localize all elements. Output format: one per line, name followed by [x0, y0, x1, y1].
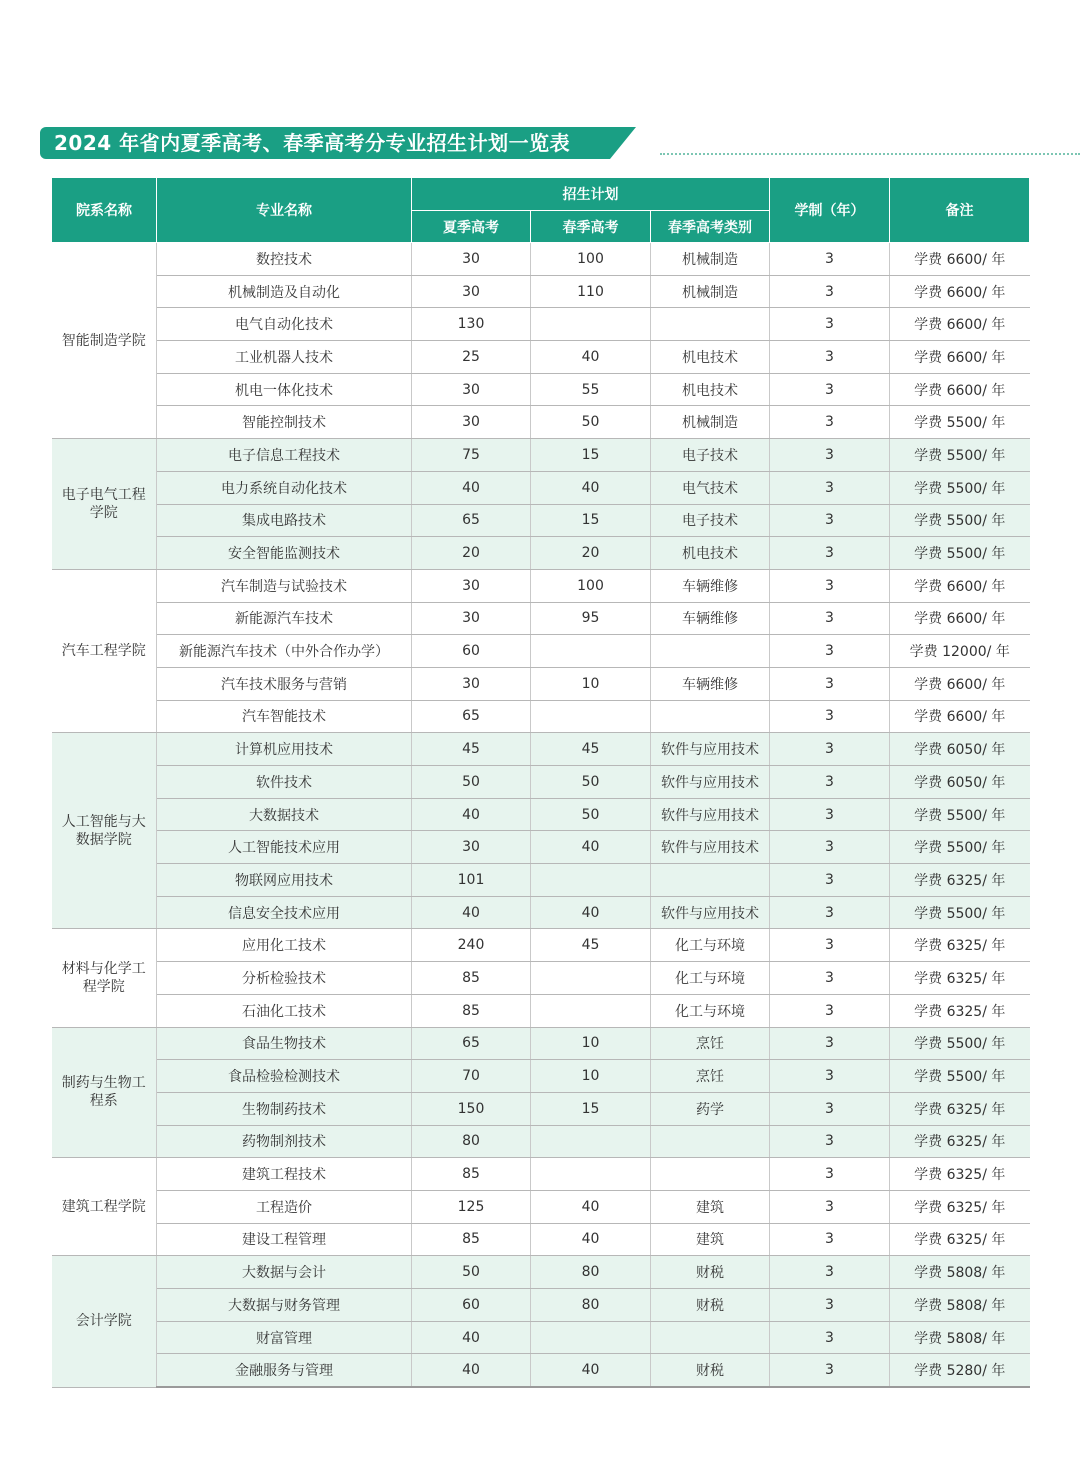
major-cell: 新能源汽车技术 [157, 602, 412, 635]
summer-quota-cell: 125 [412, 1190, 531, 1223]
years-cell: 3 [770, 1289, 890, 1322]
summer-quota-cell: 150 [412, 1092, 531, 1125]
spring-quota-cell: 10 [531, 1027, 651, 1060]
header-summer: 夏季高考 [412, 211, 531, 243]
years-cell: 3 [770, 864, 890, 897]
note-cell: 学费 6600/ 年 [890, 569, 1030, 602]
spring-quota-cell: 55 [531, 373, 651, 406]
summer-quota-cell: 101 [412, 864, 531, 897]
note-cell: 学费 5500/ 年 [890, 439, 1030, 472]
major-cell: 安全智能监测技术 [157, 537, 412, 570]
note-cell: 学费 12000/ 年 [890, 635, 1030, 668]
note-cell: 学费 5500/ 年 [890, 1060, 1030, 1093]
table-row [52, 341, 1030, 374]
header-years: 学制（年） [770, 178, 890, 243]
spring-category-cell: 机电技术 [651, 537, 770, 570]
major-cell: 工业机器人技术 [157, 341, 412, 374]
years-cell: 3 [770, 1354, 890, 1387]
summer-quota-cell: 85 [412, 962, 531, 995]
major-cell: 汽车制造与试验技术 [157, 569, 412, 602]
summer-quota-cell: 40 [412, 798, 531, 831]
major-cell: 汽车智能技术 [157, 700, 412, 733]
years-cell: 3 [770, 667, 890, 700]
table-row [52, 929, 1030, 962]
years-cell: 3 [770, 406, 890, 439]
summer-quota-cell: 65 [412, 700, 531, 733]
major-cell: 食品检验检测技术 [157, 1060, 412, 1093]
table-row [52, 667, 1030, 700]
major-cell: 人工智能技术应用 [157, 831, 412, 864]
summer-quota-cell: 85 [412, 994, 531, 1027]
table-row [52, 994, 1030, 1027]
table-row [52, 275, 1030, 308]
years-cell: 3 [770, 275, 890, 308]
spring-category-cell: 化工与环境 [651, 929, 770, 962]
table-row [52, 308, 1030, 341]
table-row [52, 733, 1030, 766]
summer-quota-cell: 60 [412, 635, 531, 668]
page-title: 2024 年省内夏季高考、春季高考分专业招生计划一览表 [54, 131, 571, 155]
note-cell: 学费 5500/ 年 [890, 831, 1030, 864]
spring-category-cell [651, 635, 770, 668]
spring-category-cell: 电子技术 [651, 439, 770, 472]
note-cell: 学费 5500/ 年 [890, 471, 1030, 504]
spring-quota-cell: 100 [531, 243, 651, 276]
spring-category-cell: 财税 [651, 1289, 770, 1322]
major-cell: 工程造价 [157, 1190, 412, 1223]
note-cell: 学费 6600/ 年 [890, 373, 1030, 406]
major-cell: 金融服务与管理 [157, 1354, 412, 1387]
summer-quota-cell: 85 [412, 1223, 531, 1256]
note-cell: 学费 6325/ 年 [890, 1092, 1030, 1125]
title-dotted-rule [660, 153, 1080, 155]
years-cell: 3 [770, 962, 890, 995]
major-cell: 电子信息工程技术 [157, 439, 412, 472]
years-cell: 3 [770, 1158, 890, 1191]
spring-category-cell: 电气技术 [651, 471, 770, 504]
spring-category-cell: 电子技术 [651, 504, 770, 537]
spring-quota-cell: 10 [531, 1060, 651, 1093]
table-row [52, 700, 1030, 733]
note-cell: 学费 6325/ 年 [890, 1223, 1030, 1256]
major-cell: 食品生物技术 [157, 1027, 412, 1060]
spring-quota-cell [531, 308, 651, 341]
table-row [52, 243, 1030, 276]
major-cell: 数控技术 [157, 243, 412, 276]
years-cell: 3 [770, 602, 890, 635]
major-cell: 电力系统自动化技术 [157, 471, 412, 504]
years-cell: 3 [770, 733, 890, 766]
major-cell: 物联网应用技术 [157, 864, 412, 897]
summer-quota-cell: 45 [412, 733, 531, 766]
enrollment-plan-table [51, 177, 1030, 1388]
major-cell: 大数据与财务管理 [157, 1289, 412, 1322]
table-row [52, 1027, 1030, 1060]
years-cell: 3 [770, 1321, 890, 1354]
note-cell: 学费 5500/ 年 [890, 504, 1030, 537]
table-row [52, 1354, 1030, 1387]
header-major: 专业名称 [157, 178, 412, 243]
summer-quota-cell: 30 [412, 569, 531, 602]
spring-quota-cell: 40 [531, 1223, 651, 1256]
major-cell: 机械制造及自动化 [157, 275, 412, 308]
years-cell: 3 [770, 341, 890, 374]
note-cell: 学费 6325/ 年 [890, 929, 1030, 962]
summer-quota-cell: 30 [412, 602, 531, 635]
major-cell: 软件技术 [157, 766, 412, 799]
summer-quota-cell: 30 [412, 831, 531, 864]
table-row [52, 406, 1030, 439]
years-cell: 3 [770, 798, 890, 831]
major-cell: 大数据与会计 [157, 1256, 412, 1289]
note-cell: 学费 6325/ 年 [890, 962, 1030, 995]
table-row [52, 1125, 1030, 1158]
spring-quota-cell [531, 994, 651, 1027]
major-cell: 建筑工程技术 [157, 1158, 412, 1191]
table-row [52, 864, 1030, 897]
spring-category-cell: 建筑 [651, 1223, 770, 1256]
major-cell: 智能控制技术 [157, 406, 412, 439]
summer-quota-cell: 40 [412, 1354, 531, 1387]
spring-category-cell [651, 1125, 770, 1158]
spring-quota-cell: 50 [531, 406, 651, 439]
table-body [52, 243, 1030, 1388]
years-cell: 3 [770, 929, 890, 962]
summer-quota-cell: 40 [412, 471, 531, 504]
spring-quota-cell: 95 [531, 602, 651, 635]
summer-quota-cell: 30 [412, 667, 531, 700]
spring-category-cell: 烹饪 [651, 1060, 770, 1093]
spring-category-cell: 车辆维修 [651, 569, 770, 602]
major-cell: 信息安全技术应用 [157, 896, 412, 929]
note-cell: 学费 6600/ 年 [890, 700, 1030, 733]
note-cell: 学费 6600/ 年 [890, 243, 1030, 276]
years-cell: 3 [770, 766, 890, 799]
table-row [52, 1256, 1030, 1289]
note-cell: 学费 6600/ 年 [890, 667, 1030, 700]
summer-quota-cell: 30 [412, 243, 531, 276]
summer-quota-cell: 30 [412, 373, 531, 406]
spring-category-cell: 软件与应用技术 [651, 896, 770, 929]
spring-quota-cell [531, 962, 651, 995]
years-cell: 3 [770, 471, 890, 504]
spring-quota-cell: 40 [531, 831, 651, 864]
note-cell: 学费 6325/ 年 [890, 1190, 1030, 1223]
dept-cell: 会计学院 [52, 1256, 157, 1387]
years-cell: 3 [770, 537, 890, 570]
title-banner [40, 127, 1080, 161]
dept-cell: 制药与生物工程系 [52, 1027, 157, 1158]
note-cell: 学费 5808/ 年 [890, 1256, 1030, 1289]
spring-category-cell: 机电技术 [651, 373, 770, 406]
table-row [52, 798, 1030, 831]
note-cell: 学费 5808/ 年 [890, 1321, 1030, 1354]
summer-quota-cell: 60 [412, 1289, 531, 1322]
spring-category-cell: 烹饪 [651, 1027, 770, 1060]
summer-quota-cell: 50 [412, 766, 531, 799]
dept-cell: 人工智能与大数据学院 [52, 733, 157, 929]
table-row [52, 439, 1030, 472]
major-cell: 汽车技术服务与营销 [157, 667, 412, 700]
note-cell: 学费 5808/ 年 [890, 1289, 1030, 1322]
summer-quota-cell: 80 [412, 1125, 531, 1158]
table-row [52, 766, 1030, 799]
major-cell: 生物制药技术 [157, 1092, 412, 1125]
table-row [52, 373, 1030, 406]
header-plan: 招生计划 [412, 178, 770, 211]
years-cell: 3 [770, 439, 890, 472]
note-cell: 学费 6600/ 年 [890, 308, 1030, 341]
spring-quota-cell [531, 700, 651, 733]
table-row [52, 1289, 1030, 1322]
spring-category-cell: 药学 [651, 1092, 770, 1125]
spring-category-cell: 机电技术 [651, 341, 770, 374]
spring-quota-cell: 80 [531, 1256, 651, 1289]
table-row [52, 1321, 1030, 1354]
table-row [52, 537, 1030, 570]
summer-quota-cell: 25 [412, 341, 531, 374]
note-cell: 学费 6325/ 年 [890, 1125, 1030, 1158]
summer-quota-cell: 30 [412, 275, 531, 308]
note-cell: 学费 6600/ 年 [890, 602, 1030, 635]
major-cell: 应用化工技术 [157, 929, 412, 962]
dept-cell: 汽车工程学院 [52, 569, 157, 732]
major-cell: 财富管理 [157, 1321, 412, 1354]
major-cell: 新能源汽车技术（中外合作办学） [157, 635, 412, 668]
spring-quota-cell: 45 [531, 929, 651, 962]
years-cell: 3 [770, 373, 890, 406]
table-row [52, 569, 1030, 602]
years-cell: 3 [770, 1060, 890, 1093]
dept-cell: 建筑工程学院 [52, 1158, 157, 1256]
note-cell: 学费 6325/ 年 [890, 994, 1030, 1027]
spring-quota-cell: 20 [531, 537, 651, 570]
table-row [52, 1158, 1030, 1191]
major-cell: 建设工程管理 [157, 1223, 412, 1256]
spring-category-cell: 机械制造 [651, 406, 770, 439]
note-cell: 学费 5500/ 年 [890, 1027, 1030, 1060]
major-cell: 计算机应用技术 [157, 733, 412, 766]
spring-quota-cell [531, 1125, 651, 1158]
spring-quota-cell [531, 864, 651, 897]
spring-category-cell: 车辆维修 [651, 667, 770, 700]
years-cell: 3 [770, 504, 890, 537]
summer-quota-cell: 75 [412, 439, 531, 472]
spring-quota-cell [531, 635, 651, 668]
table-row [52, 1060, 1030, 1093]
note-cell: 学费 6325/ 年 [890, 1158, 1030, 1191]
years-cell: 3 [770, 308, 890, 341]
spring-quota-cell [531, 1321, 651, 1354]
summer-quota-cell: 70 [412, 1060, 531, 1093]
dept-cell: 智能制造学院 [52, 243, 157, 439]
table-row [52, 896, 1030, 929]
spring-quota-cell: 40 [531, 1354, 651, 1387]
spring-quota-cell [531, 1158, 651, 1191]
summer-quota-cell: 130 [412, 308, 531, 341]
spring-quota-cell: 40 [531, 896, 651, 929]
note-cell: 学费 6325/ 年 [890, 864, 1030, 897]
spring-category-cell: 建筑 [651, 1190, 770, 1223]
spring-category-cell [651, 308, 770, 341]
table-row [52, 504, 1030, 537]
years-cell: 3 [770, 896, 890, 929]
years-cell: 3 [770, 700, 890, 733]
major-cell: 大数据技术 [157, 798, 412, 831]
spring-quota-cell: 10 [531, 667, 651, 700]
spring-quota-cell: 80 [531, 1289, 651, 1322]
note-cell: 学费 6600/ 年 [890, 275, 1030, 308]
years-cell: 3 [770, 569, 890, 602]
header-note: 备注 [890, 178, 1030, 243]
years-cell: 3 [770, 1256, 890, 1289]
spring-quota-cell: 100 [531, 569, 651, 602]
spring-category-cell: 软件与应用技术 [651, 831, 770, 864]
spring-category-cell [651, 1321, 770, 1354]
summer-quota-cell: 65 [412, 504, 531, 537]
spring-quota-cell: 45 [531, 733, 651, 766]
major-cell: 分析检验技术 [157, 962, 412, 995]
summer-quota-cell: 240 [412, 929, 531, 962]
spring-category-cell: 软件与应用技术 [651, 733, 770, 766]
spring-category-cell: 财税 [651, 1256, 770, 1289]
spring-category-cell [651, 1158, 770, 1191]
years-cell: 3 [770, 1125, 890, 1158]
major-cell: 药物制剂技术 [157, 1125, 412, 1158]
note-cell: 学费 6050/ 年 [890, 766, 1030, 799]
dept-cell: 材料与化学工程学院 [52, 929, 157, 1027]
table-row [52, 602, 1030, 635]
spring-category-cell: 软件与应用技术 [651, 798, 770, 831]
spring-quota-cell: 50 [531, 766, 651, 799]
spring-category-cell [651, 864, 770, 897]
note-cell: 学费 5500/ 年 [890, 798, 1030, 831]
spring-category-cell: 机械制造 [651, 275, 770, 308]
table-row [52, 831, 1030, 864]
dept-cell: 电子电气工程学院 [52, 439, 157, 570]
note-cell: 学费 5280/ 年 [890, 1354, 1030, 1387]
spring-quota-cell: 40 [531, 1190, 651, 1223]
major-cell: 电气自动化技术 [157, 308, 412, 341]
years-cell: 3 [770, 994, 890, 1027]
table-row [52, 962, 1030, 995]
summer-quota-cell: 30 [412, 406, 531, 439]
spring-category-cell [651, 700, 770, 733]
spring-quota-cell: 15 [531, 439, 651, 472]
years-cell: 3 [770, 1223, 890, 1256]
table-row [52, 471, 1030, 504]
summer-quota-cell: 20 [412, 537, 531, 570]
table-row [52, 1092, 1030, 1125]
summer-quota-cell: 40 [412, 896, 531, 929]
table-row [52, 635, 1030, 668]
spring-quota-cell: 40 [531, 471, 651, 504]
years-cell: 3 [770, 1092, 890, 1125]
table-header [52, 178, 1030, 243]
header-dept: 院系名称 [52, 178, 157, 243]
spring-category-cell: 财税 [651, 1354, 770, 1387]
header-spring: 春季高考 [531, 211, 651, 243]
summer-quota-cell: 50 [412, 1256, 531, 1289]
major-cell: 机电一体化技术 [157, 373, 412, 406]
spring-category-cell: 软件与应用技术 [651, 766, 770, 799]
table-row [52, 1223, 1030, 1256]
spring-quota-cell: 15 [531, 1092, 651, 1125]
years-cell: 3 [770, 831, 890, 864]
summer-quota-cell: 65 [412, 1027, 531, 1060]
table-row [52, 1190, 1030, 1223]
major-cell: 集成电路技术 [157, 504, 412, 537]
spring-quota-cell: 110 [531, 275, 651, 308]
years-cell: 3 [770, 1190, 890, 1223]
note-cell: 学费 5500/ 年 [890, 896, 1030, 929]
years-cell: 3 [770, 635, 890, 668]
years-cell: 3 [770, 1027, 890, 1060]
spring-category-cell: 化工与环境 [651, 994, 770, 1027]
note-cell: 学费 5500/ 年 [890, 537, 1030, 570]
spring-quota-cell: 40 [531, 341, 651, 374]
note-cell: 学费 6600/ 年 [890, 341, 1030, 374]
summer-quota-cell: 40 [412, 1321, 531, 1354]
summer-quota-cell: 85 [412, 1158, 531, 1191]
spring-quota-cell: 15 [531, 504, 651, 537]
spring-quota-cell: 50 [531, 798, 651, 831]
major-cell: 石油化工技术 [157, 994, 412, 1027]
spring-category-cell: 化工与环境 [651, 962, 770, 995]
note-cell: 学费 6050/ 年 [890, 733, 1030, 766]
header-spring-category: 春季高考类别 [651, 211, 770, 243]
note-cell: 学费 5500/ 年 [890, 406, 1030, 439]
spring-category-cell: 机械制造 [651, 243, 770, 276]
years-cell: 3 [770, 243, 890, 276]
spring-category-cell: 车辆维修 [651, 602, 770, 635]
